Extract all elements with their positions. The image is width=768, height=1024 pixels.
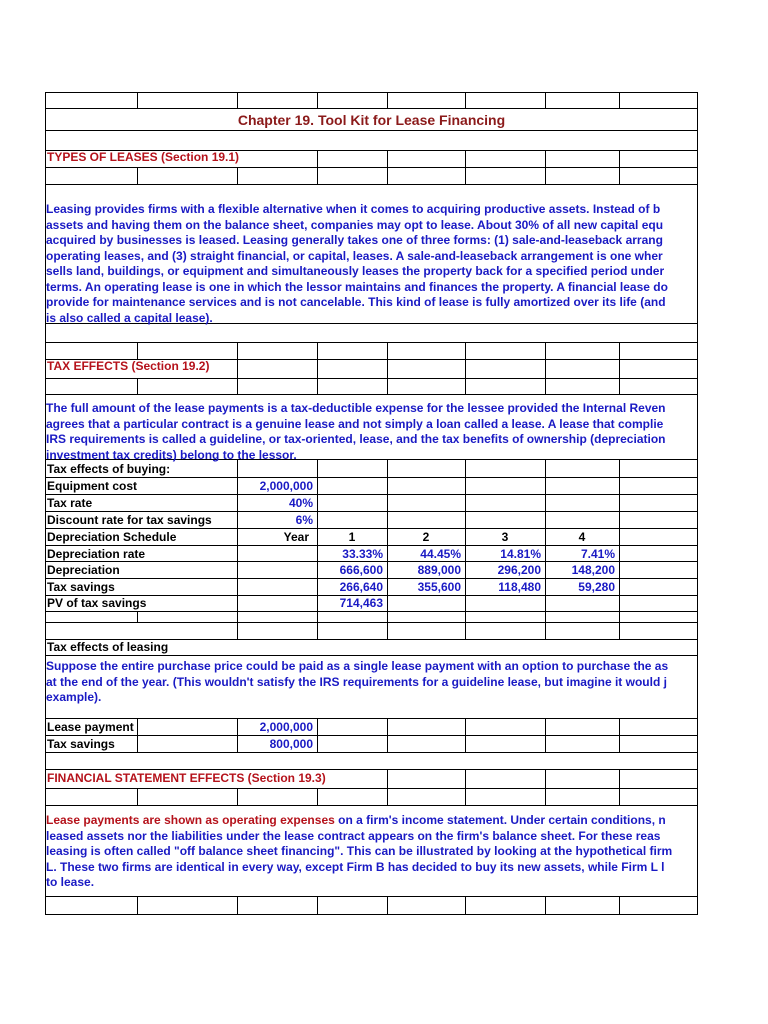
lease-tax-savings-label: Tax savings (47, 737, 115, 751)
fs-first-rest: on a firm's income statement. Under certain conditions, n (334, 813, 666, 827)
section-tax-heading: TAX EFFECTS (Section 19.2) (47, 359, 210, 373)
depreciation-2: 889,000 (417, 563, 461, 577)
paragraph-line: at the end of the year. (This wouldn't satisfy the IRS requirements for a guideline lease, but imagine it would j (46, 674, 667, 689)
paragraph-line: example). (46, 690, 102, 704)
tax-savings-2: 355,600 (417, 580, 461, 594)
paragraph-line: Leasing provides firms with a flexible alternative when it comes to acquiring productive assets. Instead of b (46, 202, 661, 216)
discount-rate-label: Discount rate for tax savings (47, 513, 212, 527)
tax-savings-label: Tax savings (47, 580, 115, 594)
paragraph-line: Suppose the entire purchase price could be paid as a single lease payment with an option to purchase the as (46, 659, 669, 673)
page-title: Chapter 19. Tool Kit for Lease Financing (237, 112, 506, 128)
pv-tax-savings-label: PV of tax savings (47, 596, 147, 610)
paragraph-line: The full amount of the lease payments is a tax-deductible expense for the lessee provided the Internal Reven (46, 401, 666, 415)
fs-paragraph (46, 813, 698, 891)
paragraph-line: agrees that a particular contract is a genuine lease and not simply a loan called a lease. A lease that complie (46, 416, 664, 431)
buying-heading: Tax effects of buying: (47, 462, 171, 476)
tax-paragraph (46, 401, 698, 463)
spreadsheet (45, 92, 698, 915)
dep-rate-4: 7.41% (580, 547, 615, 561)
year-1: 1 (348, 530, 356, 544)
paragraph-line: operating leases, and (3) straight financial, or capital, leases. A sale-and-leaseback arrangement is one wher (46, 248, 663, 263)
tax-savings-3: 118,480 (498, 580, 541, 594)
year-4: 4 (578, 530, 586, 544)
equipment-cost-value: 2,000,000 (259, 479, 313, 493)
year-label: Year (283, 530, 309, 544)
paragraph-line: sells land, buildings, or equipment and simultaneously leases the property back for a specified period under (46, 264, 665, 278)
paragraph-line: L. These two firms are identical in every way, except Firm B has decided to buy its new assets, while Firm L l (46, 859, 665, 874)
depreciation-3: 296,200 (497, 563, 541, 577)
dep-rate-3: 14.81% (500, 547, 541, 561)
paragraph-line: leasing is often called "off balance sheet financing". This can be illustrated by looking at the hypothetical firm (46, 844, 673, 858)
depreciation-4: 148,200 (571, 563, 615, 577)
depreciation-label: Depreciation (47, 563, 120, 577)
tax-rate-label: Tax rate (47, 496, 93, 510)
lease-tax-savings-value: 800,000 (269, 737, 313, 751)
paragraph-line: terms. An operating lease is one in which the lessor maintains and finances the property. A financial lease do (46, 279, 668, 294)
paragraph-line: assets and having them on the balance sheet, companies may opt to lease. About 30% of all new capital equ (46, 217, 664, 232)
suppose-paragraph (46, 659, 698, 706)
lease-payment-value: 2,000,000 (259, 720, 313, 734)
discount-rate-value: 6% (295, 513, 313, 527)
lease-payment-label: Lease payment (47, 720, 134, 734)
section-types-heading: TYPES OF LEASES (Section 19.1) (47, 150, 240, 164)
dep-rate-label: Depreciation rate (47, 547, 146, 561)
dep-rate-2: 44.45% (420, 547, 461, 561)
paragraph-line: is also called a capital lease). (46, 310, 213, 325)
leasing-paragraph (46, 202, 698, 326)
year-2: 2 (422, 530, 430, 544)
dep-rate-1: 33.33% (342, 547, 383, 561)
equipment-cost-label: Equipment cost (47, 479, 138, 493)
paragraph-line (46, 813, 698, 829)
paragraph-line: investment tax credits) belong to the lessor. (46, 447, 297, 462)
depreciation-1: 666,600 (339, 563, 383, 577)
pv-tax-savings-value: 714,463 (339, 596, 383, 610)
paragraph-line: to lease. (46, 875, 95, 889)
fs-red-text: Lease payments are shown as operating expenses (46, 813, 335, 827)
paragraph-line: leased assets nor the liabilities under the lease contract appears on the firm's balance sheet. For these reas (46, 828, 661, 843)
paragraph-line: acquired by businesses is leased. Leasing generally takes one of three forms: (1) sale-and-leaseback arrang (46, 233, 663, 247)
paragraph-line: provide for maintenance services and is not cancelable. This kind of lease is fully amortized over its life (and (46, 295, 666, 309)
tax-rate-value: 40% (288, 496, 313, 510)
tax-savings-4: 59,280 (578, 580, 615, 594)
leasing-heading: Tax effects of leasing (47, 640, 169, 654)
tax-savings-1: 266,640 (339, 580, 383, 594)
year-3: 3 (501, 530, 509, 544)
dep-schedule-label: Depreciation Schedule (47, 530, 177, 544)
section-fs-heading: FINANCIAL STATEMENT EFFECTS (Section 19.3) (47, 771, 326, 785)
paragraph-line: IRS requirements is called a guideline, or tax-oriented, lease, and the tax benefits of ownership (depreciation (46, 432, 666, 446)
